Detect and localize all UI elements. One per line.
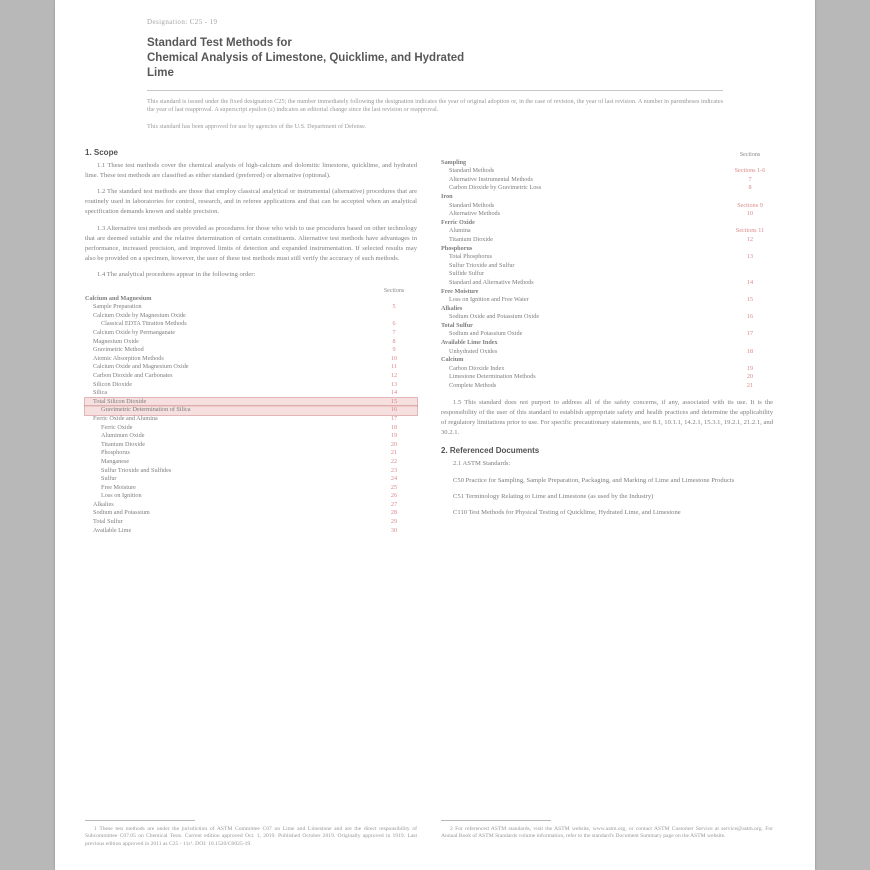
toc-row[interactable] [85, 424, 417, 433]
page-title [147, 36, 785, 81]
reference-item: C51 Terminology Relating to Lime and Limestone (as used by the Industry) [453, 492, 654, 500]
toc-section-number: 18 [746, 347, 754, 355]
toc-label: Aluminum Oxide [101, 432, 145, 440]
toc-label: Alumina [449, 227, 471, 235]
toc-section-number: 13 [390, 380, 398, 388]
title-line-2: Chemical Analysis of Limestone, Quicklime, and Hydrated [147, 52, 465, 64]
toc-section-number: 5 [392, 303, 396, 311]
toc-row[interactable] [441, 305, 773, 314]
toc-label: Titanium Dioxide [101, 440, 145, 448]
toc-row[interactable] [85, 527, 417, 536]
footnote-text: 2 For referenced ASTM standards, visit the ASTM website, www.astm.org, or contact ASTM Customer Service at service@astm.org. For Annual Book of ASTM Standards volume information, refer to the standard's Document Summary page on the ASTM website. [441, 825, 773, 840]
toc-label: Available Lime [93, 526, 132, 534]
toc-row[interactable] [441, 167, 773, 176]
footnotes [85, 820, 785, 852]
designation: Designation: C25 - 19 [147, 18, 218, 26]
toc-section-number: 18 [390, 423, 398, 431]
toc-label: Iron [441, 192, 453, 200]
toc-row[interactable] [441, 365, 773, 374]
toc-row[interactable] [85, 372, 417, 381]
toc-label: Calcium and Magnesium [85, 294, 152, 302]
toc-label: Carbon Dioxide and Carbonates [93, 371, 173, 379]
toc-section-number: 26 [390, 492, 398, 500]
toc-section-number: 27 [390, 500, 398, 508]
toc-label: Carbon Dioxide Index [449, 364, 505, 372]
toc-row[interactable] [85, 467, 417, 476]
toc-row[interactable] [441, 219, 773, 228]
dod-note: This standard has been approved for use by agencies of the U.S. Department of Defense. [147, 123, 367, 131]
toc-row[interactable] [85, 518, 417, 527]
toc-label: Calcium [441, 356, 464, 364]
toc-row[interactable] [85, 458, 417, 467]
toc-row[interactable] [85, 492, 417, 501]
toc-header: Sections [739, 151, 761, 158]
footnote-right [441, 820, 773, 852]
toc-section-number: 8 [392, 337, 396, 345]
toc-row[interactable] [85, 398, 417, 407]
toc-section-number: 17 [390, 414, 398, 422]
toc-label: Total Silicon Dioxide [93, 397, 147, 405]
toc-row[interactable] [441, 227, 773, 236]
toc-row[interactable] [441, 262, 773, 271]
section-heading-referenced-documents: 2. Referenced Documents [441, 446, 540, 456]
paragraph: 1.3 Alternative test methods are provided as procedures for those who wish to use procedures based on other technology that are deemed suitable and the relative determination of certain constituents. Alternative test methods have advantages in performance, increased precision, and improved limits of detection and expanded instrumentation. If selected results may also be provided on a specimen, however, the user of these test methods must still verify the accuracy of such methods. [85, 224, 417, 263]
toc-section-number: 12 [746, 235, 754, 243]
toc-section-number: Sections 9 [737, 201, 763, 209]
paragraph: 1.2 The standard test methods are those that employ classical analytical or instrumental (alternative) procedures that are routinely used in laboratories for control, research, and in referee applications and that can be accepted when an analytical specification demands known and stable precision. [85, 188, 417, 216]
toc-section-number: 20 [746, 373, 754, 381]
toc-row[interactable] [441, 270, 773, 279]
toc-row[interactable] [441, 202, 773, 211]
toc-header: Sections [383, 287, 405, 294]
toc-row[interactable] [441, 253, 773, 262]
toc-label: Sampling [441, 158, 467, 166]
toc-row[interactable] [441, 296, 773, 305]
toc-row[interactable] [441, 373, 773, 382]
toc-label: Sodium and Potassium [93, 509, 150, 517]
toc-label: Loss on Ignition and Free Water [449, 296, 529, 304]
toc-section-number: 10 [390, 354, 398, 362]
toc-row[interactable] [441, 313, 773, 322]
toc-label: Calcium Oxide by Magnesium Oxide [93, 311, 186, 319]
toc-label: Sodium and Potassium Oxide [449, 330, 523, 338]
toc-row[interactable] [441, 279, 773, 288]
toc-section-number: 20 [390, 440, 398, 448]
toc-row[interactable] [441, 236, 773, 245]
toc-row[interactable] [441, 288, 773, 297]
toc-section-number: 16 [746, 313, 754, 321]
toc-row[interactable] [85, 363, 417, 372]
toc-row[interactable] [85, 432, 417, 441]
toc-label: Magnesium Oxide [93, 337, 139, 345]
toc-left [85, 287, 417, 536]
toc-label: Total Sulfur [93, 518, 123, 526]
toc-section-number: 23 [390, 466, 398, 474]
toc-section-number: 7 [392, 329, 396, 337]
toc-section-number: 28 [390, 509, 398, 517]
toc-label: Sulfide Sulfur [449, 270, 484, 278]
toc-section-number: 10 [746, 210, 754, 218]
header-divider [147, 90, 723, 91]
toc-row[interactable] [85, 389, 417, 398]
toc-section-number: 14 [390, 389, 398, 397]
toc-row[interactable] [85, 329, 417, 338]
toc-label: Classical EDTA Titration Methods [101, 320, 187, 328]
toc-section-number: Sections 11 [735, 227, 765, 235]
toc-row[interactable] [441, 322, 773, 331]
toc-label: Alternative Instrumental Methods [449, 175, 533, 183]
title-line-1: Standard Test Methods for [147, 37, 292, 49]
paragraph: 1.5 This standard does not purport to address all of the safety concerns, if any, associated with its use. It is the responsibility of the user of this standard to establish appropriate safety and health practices and determine the applicability of regulatory limitations prior to use. For specific precautionary statements, see 8.1, 10.1.1, 14.2.1, 15.3.1, 19.2.1, 21.2.1, and 30.2.1. [441, 398, 773, 437]
toc-section-number: 17 [746, 330, 754, 338]
footnote-divider [85, 820, 195, 821]
toc-section-number: 7 [748, 175, 752, 183]
toc-label: Sample Preparation [93, 303, 142, 311]
toc-row[interactable] [441, 348, 773, 357]
toc-label: Silicon Dioxide [93, 380, 133, 388]
toc-row[interactable] [85, 312, 417, 321]
reference-item: C50 Practice for Sampling, Sample Preparation, Packaging, and Marking of Lime and Limestone Products [453, 476, 735, 484]
toc-label: Atomic Absorption Methods [93, 354, 164, 362]
toc-row[interactable] [85, 338, 417, 347]
toc-label: Gravimetric Method [93, 346, 144, 354]
toc-row[interactable] [441, 339, 773, 348]
toc-label: Free Moisture [101, 483, 136, 491]
toc-section-number: 11 [391, 363, 397, 371]
toc-row[interactable] [441, 330, 773, 339]
toc-label: Carbon Dioxide by Gravimetric Loss [449, 184, 542, 192]
toc-label: Gravimetric Determination of Silica [101, 406, 191, 414]
toc-section-number: 15 [746, 296, 754, 304]
toc-label: Loss on Ignition [101, 492, 142, 500]
toc-section-number: 6 [392, 320, 396, 328]
toc-section-number: 13 [746, 253, 754, 261]
toc-section-number: 30 [390, 526, 398, 534]
toc-label: Complete Methods [449, 382, 497, 390]
toc-row[interactable] [85, 303, 417, 312]
toc-label: Sodium Oxide and Potassium Oxide [449, 313, 540, 321]
toc-row[interactable] [85, 406, 417, 415]
toc-right [441, 151, 773, 391]
toc-section-number: Sections 1-6 [734, 167, 766, 175]
toc-section-number: 16 [390, 406, 398, 414]
toc-label: Limestone Determination Methods [449, 373, 536, 381]
document-page [55, 0, 815, 870]
toc-label: Standard Methods [449, 201, 495, 209]
toc-label: Standard and Alternative Methods [449, 278, 534, 286]
toc-row[interactable] [85, 484, 417, 493]
toc-section-number: 14 [746, 278, 754, 286]
reference-item: C110 Test Methods for Physical Testing of Quicklime, Hydrated Lime, and Limestone [453, 509, 681, 517]
toc-section-number: 22 [390, 457, 398, 465]
toc-label: Standard Methods [449, 167, 495, 175]
toc-label: Calcium Oxide by Permanganate [93, 329, 175, 337]
toc-row[interactable] [85, 320, 417, 329]
toc-label: Ferric Oxide [441, 218, 475, 226]
toc-row[interactable] [441, 159, 773, 168]
toc-label: Unhydrated Oxides [449, 347, 498, 355]
toc-label: Sulfur [101, 475, 117, 483]
toc-label: Alkalies [93, 500, 114, 508]
footnote-divider [441, 820, 551, 821]
toc-section-number: 25 [390, 483, 398, 491]
toc-section-number: 21 [746, 382, 754, 390]
toc-row[interactable] [441, 176, 773, 185]
toc-row[interactable] [85, 475, 417, 484]
toc-section-number: 19 [390, 432, 398, 440]
toc-label: Total Sulfur [441, 321, 473, 329]
toc-row[interactable] [85, 441, 417, 450]
toc-label: Free Moisture [441, 287, 479, 295]
toc-row[interactable] [85, 509, 417, 518]
toc-row[interactable] [85, 355, 417, 364]
toc-section-number: 9 [392, 346, 396, 354]
toc-section-number: 8 [748, 184, 752, 192]
toc-row[interactable] [441, 210, 773, 219]
toc-section-number: 29 [390, 518, 398, 526]
toc-label: Alternative Methods [449, 210, 501, 218]
footnote-left [85, 820, 417, 852]
toc-row[interactable] [441, 382, 773, 391]
toc-label: Available Lime Index [441, 339, 498, 347]
toc-section-number: 24 [390, 475, 398, 483]
toc-row[interactable] [85, 381, 417, 390]
paragraph: 1.1 These test methods cover the chemical analysis of high-calcium and dolomitic limestone, quicklime, and hydrated lime. These test methods are classified as either standard (preferred) or alternative (optional). [85, 161, 417, 179]
toc-label: Ferric Oxide [101, 423, 133, 431]
toc-label: Manganese [101, 457, 130, 465]
toc-row[interactable] [85, 501, 417, 510]
toc-label: Phosphorus [101, 449, 130, 457]
toc-label: Phosphorus [441, 244, 473, 252]
toc-label: Ferric Oxide and Alumina [93, 414, 158, 422]
toc-section-number: 19 [746, 364, 754, 372]
footnote-text: 1 These test methods are under the jurisdiction of ASTM Committee C07 on Lime and Limestone and are the direct responsibility of Subcommittee C07.05 on Chemical Tests. Current edition approved Oct. 1, 2019. Published October 2019. Originally approved in 1919. Last previous edition approved in 2011 as C25 - 11ε¹. DOI: 10.1520/C0025-19. [85, 825, 417, 847]
toc-section-number: 15 [390, 397, 398, 405]
title-line-3: Lime [147, 67, 174, 79]
toc-row[interactable] [85, 346, 417, 355]
toc-section-number: 21 [390, 449, 398, 457]
toc-label: Alkalies [441, 304, 463, 312]
paragraph: 1.4 The analytical procedures appear in the following order: [97, 271, 256, 279]
toc-label: Sulfur Trioxide and Sulfur [449, 261, 515, 269]
toc-row[interactable] [85, 295, 417, 304]
toc-row[interactable] [441, 356, 773, 365]
toc-row[interactable] [85, 415, 417, 424]
toc-row[interactable] [441, 193, 773, 202]
toc-label: Calcium Oxide and Magnesium Oxide [93, 363, 189, 371]
toc-label: Total Phosphorus [449, 253, 493, 261]
toc-label: Silica [93, 389, 108, 397]
standard-issue-note: This standard is issued under the fixed designation C25; the number immediately following the designation indicates the year of original adoption or, in the case of revision, the year of last revision. A number in parentheses indicates the year of last reapproval. A superscript epsilon (ε) indicates an editorial change since the last revision or reapproval. [147, 98, 723, 114]
toc-row[interactable] [441, 184, 773, 193]
two-column-body [85, 148, 785, 536]
left-column [85, 148, 417, 536]
toc-label: Titanium Dioxide [449, 235, 493, 243]
section-heading-scope: 1. Scope [85, 147, 118, 157]
toc-section-number: 12 [390, 371, 398, 379]
right-column [441, 148, 773, 536]
reference-item: 2.1 ASTM Standards: [453, 460, 511, 468]
toc-row[interactable] [85, 449, 417, 458]
toc-label: Sulfur Trioxide and Sulfides [101, 466, 172, 474]
toc-row[interactable] [441, 245, 773, 254]
